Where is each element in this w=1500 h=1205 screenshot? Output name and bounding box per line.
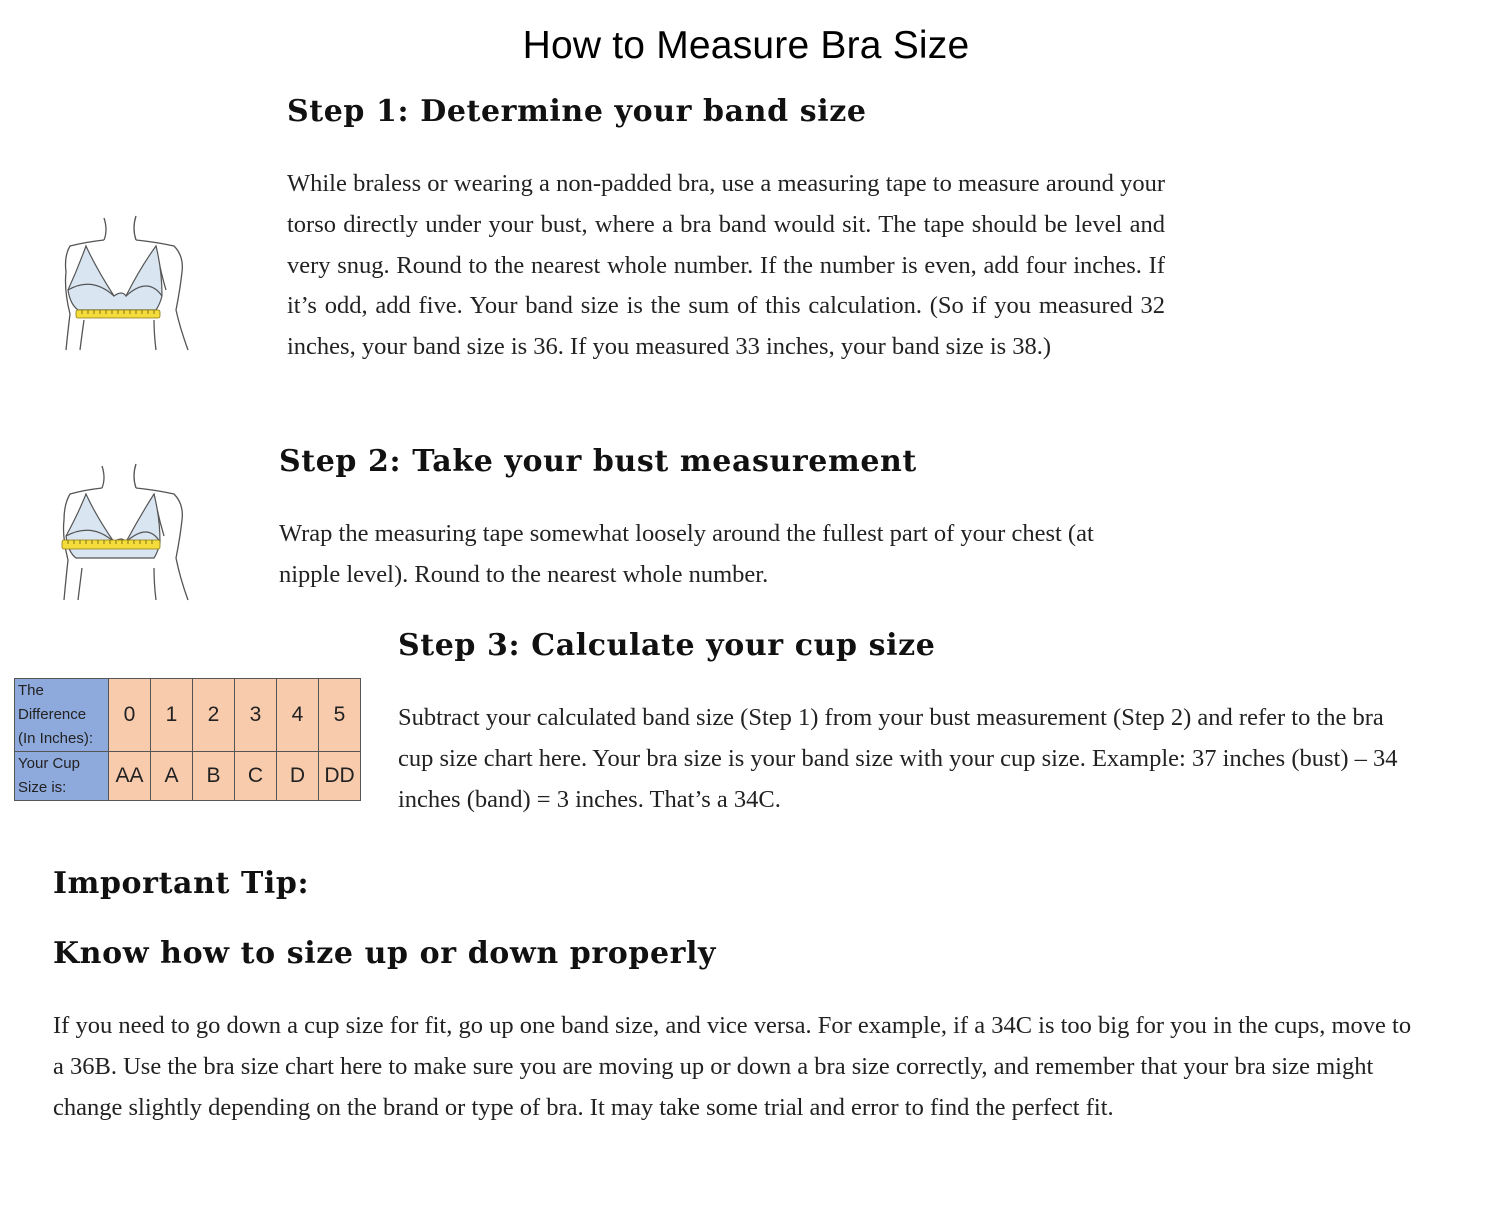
- torso-bust-icon: [56, 460, 196, 606]
- cup-row: [15, 752, 361, 801]
- difference-cell: 2: [193, 679, 235, 752]
- step3-text: Subtract your calculated band size (Step 1) from your bust measurement (Step 2) and refer to the bra cup size chart here. Your bra size is your band size with your cup size. Example: 37 inches (bust) – 34 inches (band) = 3 inches. That’s a 34C.: [398, 704, 1398, 813]
- difference-row: [15, 679, 361, 752]
- step2-text: Wrap the measuring tape somewhat loosely around the fullest part of your chest (at nipple level). Round to the nearest whole number.: [279, 520, 1094, 588]
- difference-cell: 4: [277, 679, 319, 752]
- cup-cell: D: [277, 752, 319, 801]
- step1-text: While braless or wearing a non-padded bra, use a measuring tape to measure around your torso directly under your bust, where a bra band would sit. The tape should be level and very snug. Round to the nearest whole number. If the number is even, add four inches. If it’s odd, add five. Your band size is the sum of this calculation. (So if you measured 32 inches, your band size is 36. If you measured 33 inches, your band size is 38.): [287, 170, 1165, 361]
- page-title: How to Measure Bra Size: [522, 24, 970, 67]
- difference-label-cell: The Difference (In Inches):: [15, 679, 109, 752]
- torso-underbust-icon: [56, 210, 196, 356]
- tip-heading: Important Tip:: [53, 866, 310, 901]
- step1-heading: Step 1: Determine your band size: [287, 94, 867, 129]
- step3-heading: Step 3: Calculate your cup size: [398, 628, 936, 663]
- cup-cell: AA: [109, 752, 151, 801]
- tip-subheading: Know how to size up or down properly: [53, 936, 717, 971]
- difference-cell: 5: [319, 679, 361, 752]
- cup-cell: C: [235, 752, 277, 801]
- difference-cell: 3: [235, 679, 277, 752]
- tip-text: If you need to go down a cup size for fit, go up one band size, and vice versa. For example, if a 34C is too big for you in the cups, move to a 36B. Use the bra size chart here to make sure you are moving up or down a bra size correctly, and remember that your bra size might change slightly depending on the brand or type of bra. It may take some trial and error to find the perfect fit.: [53, 1012, 1412, 1121]
- difference-cell: 1: [151, 679, 193, 752]
- cup-size-chart: [14, 678, 361, 801]
- cup-cell: B: [193, 752, 235, 801]
- step2-heading: Step 2: Take your bust measurement: [279, 444, 917, 479]
- cup-cell: DD: [319, 752, 361, 801]
- band-measure-illustration: [56, 210, 196, 356]
- bust-measure-illustration: [56, 460, 196, 606]
- cup-cell: A: [151, 752, 193, 801]
- difference-cell: 0: [109, 679, 151, 752]
- cup-label-cell: Your Cup Size is:: [15, 752, 109, 801]
